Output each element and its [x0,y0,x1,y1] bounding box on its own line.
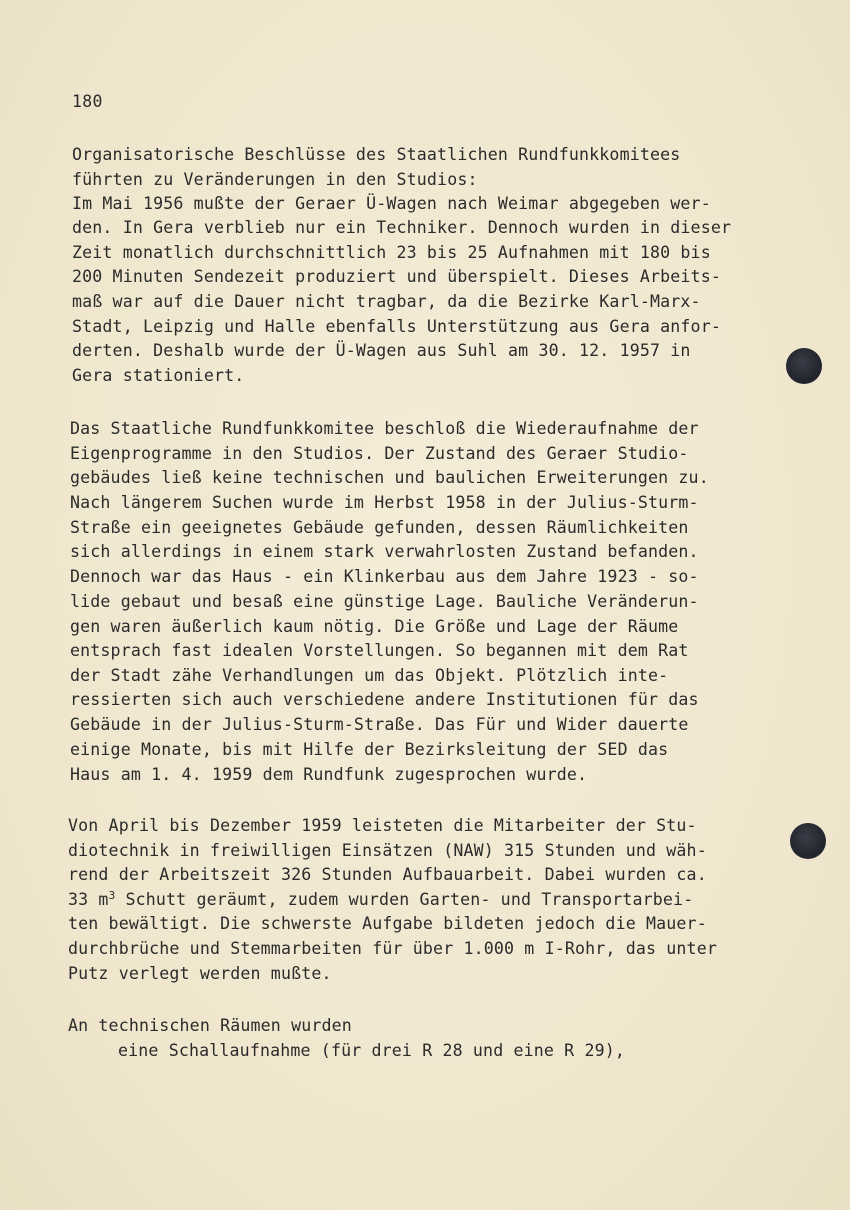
text-line: An technischen Räumen wurden [68,1016,352,1035]
text-line: ressierten sich auch verschiedene andere Institutionen für das [70,690,699,709]
text-line: lide gebaut und besaß eine günstige Lage. Bauliche Veränderun- [70,592,699,611]
text-line: Nach längerem Suchen wurde im Herbst 1958 in der Julius-Sturm- [70,493,699,512]
text-line [68,890,693,910]
text-line: 200 Minuten Sendezeit produziert und überspielt. Dieses Arbeits- [72,267,721,286]
text-line: derten. Deshalb wurde der Ü-Wagen aus Suhl am 30. 12. 1957 in [72,341,691,360]
text-line: rend der Arbeitszeit 326 Stunden Aufbauarbeit. Dabei wurden ca. [68,865,707,884]
text-line: ten bewältigt. Die schwerste Aufgabe bildeten jedoch die Mauer- [68,914,707,933]
text-line: Im Mai 1956 mußte der Geraer Ü-Wagen nach Weimar abgegeben wer- [72,194,711,213]
punch-hole [786,348,822,384]
text-line-indented: eine Schallaufnahme (für drei R 28 und eine R 29), [118,1041,626,1060]
text-line: Haus am 1. 4. 1959 dem Rundfunk zugesprochen wurde. [70,765,588,784]
text-line: diotechnik in freiwilligen Einsätzen (NAW) 315 Stunden und wäh- [68,841,707,860]
text-line: durchbrüche und Stemmarbeiten für über 1.000 m I-Rohr, das unter [68,939,717,958]
text-line: sich allerdings in einem stark verwahrlosten Zustand befanden. [70,542,699,561]
text-line: der Stadt zähe Verhandlungen um das Objekt. Plötzlich inte- [70,666,669,685]
text-line: Gebäude in der Julius-Sturm-Straße. Das Für und Wider dauerte [70,715,689,734]
text-line: Organisatorische Beschlüsse des Staatlichen Rundfunkkomitees [72,145,681,164]
text-line: Eigenprogramme in den Studios. Der Zustand des Geraer Studio- [70,444,689,463]
text-line: Das Staatliche Rundfunkkomitee beschloß die Wiederaufnahme der [70,419,699,438]
volume-exponent: 3 [108,889,116,902]
punch-hole [790,823,826,859]
text-line: maß war auf die Dauer nicht tragbar, da die Bezirke Karl-Marx- [72,292,701,311]
text-line: Straße ein geeignetes Gebäude gefunden, dessen Räumlichkeiten [70,518,689,537]
text-line: Gera stationiert. [72,366,245,385]
text-line: gebäudes ließ keine technischen und baulichen Erweiterungen zu. [70,468,709,487]
text-line: Zeit monatlich durchschnittlich 23 bis 25 Aufnahmen mit 180 bis [72,243,711,262]
text-line: Stadt, Leipzig und Halle ebenfalls Unterstützung aus Gera anfor- [72,317,721,336]
text-line: führten zu Veränderungen in den Studios: [72,170,478,189]
text-line-rest: Schutt geräumt, zudem wurden Garten- und Transportarbei- [125,890,694,909]
volume-value: 33 m [68,890,109,909]
text-line: Dennoch war das Haus - ein Klinkerbau aus dem Jahre 1923 - so- [70,567,699,586]
text-line: den. In Gera verblieb nur ein Techniker. Dennoch wurden in dieser [72,218,732,237]
text-line: entsprach fast idealen Vorstellungen. So begannen mit dem Rat [70,641,689,660]
text-line: Von April bis Dezember 1959 leisteten die Mitarbeiter der Stu- [68,816,697,835]
text-line: Putz verlegt werden mußte. [68,964,332,983]
text-line: einige Monate, bis mit Hilfe der Bezirksleitung der SED das [70,740,669,759]
text-line: gen waren äußerlich kaum nötig. Die Größe und Lage der Räume [70,617,679,636]
page-number: 180 [72,92,103,111]
